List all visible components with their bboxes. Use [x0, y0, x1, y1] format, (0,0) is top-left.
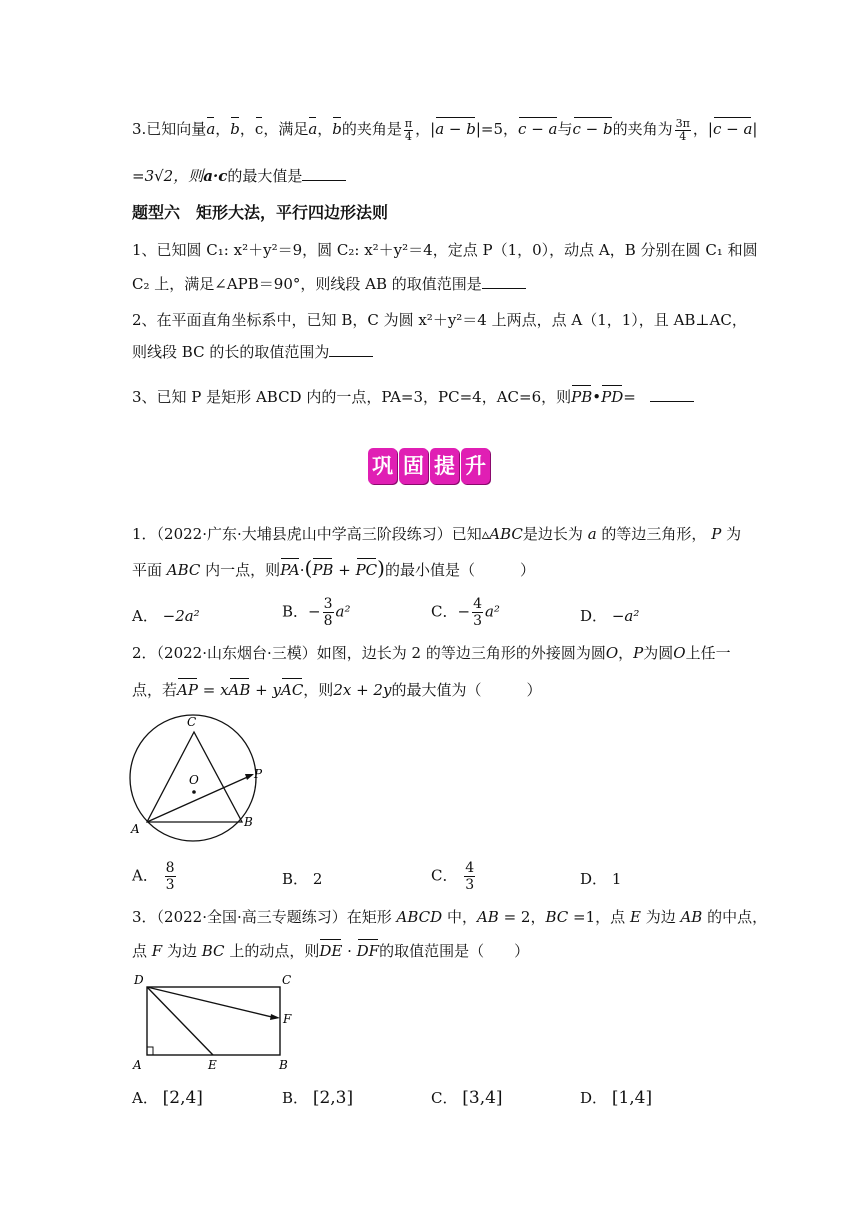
text: 上任一 [685, 644, 731, 662]
answer-blank[interactable] [302, 166, 346, 181]
triangle-abc: ▵ABC [481, 525, 523, 543]
text: 点 [132, 942, 148, 960]
option-label: A． [132, 866, 158, 885]
text: =3 [132, 167, 155, 185]
sep: ， [530, 908, 546, 926]
arrow-head [245, 774, 254, 780]
denominator: 3 [465, 877, 475, 893]
q2-option-c[interactable] [431, 860, 477, 893]
problem-3-vectors-line2 [132, 166, 346, 186]
text: 3.已知向量 [132, 120, 207, 138]
vector-c-minus-a: c − a [713, 116, 752, 139]
vector-b: b [230, 116, 240, 139]
var-e: E [625, 908, 646, 926]
option-label: D． [580, 870, 608, 888]
vector-ap: AP [177, 677, 198, 700]
center-point [192, 790, 196, 794]
text: 的夹角是 [341, 120, 402, 138]
text: 的最小值是（ ） [384, 561, 535, 579]
text: ，则 [303, 681, 334, 699]
option-value: 1 [611, 870, 622, 888]
denominator: 3 [473, 613, 482, 629]
option-label: C． [431, 866, 458, 885]
text: 3．（2022·全国·高三专题练习）在矩形 [132, 908, 392, 926]
vector-pc: PC [356, 557, 378, 580]
q3-line2: 点 F 为边 BC 上的动点，则DE · DF的取值范围是（ ） [132, 938, 529, 961]
option-value: −2a² [162, 607, 200, 625]
option-suffix: a² [335, 602, 351, 621]
text: C₂ 上，满足∠APB＝90°，则线段 AB 的取值范围是 [132, 275, 482, 293]
label-o: O [189, 773, 199, 787]
option-label: B． [282, 870, 309, 888]
text: 的最大值为（ ） [391, 681, 542, 699]
sqrt-2: √2 [154, 167, 174, 185]
fraction [323, 596, 334, 629]
text: 中， [446, 908, 477, 926]
label-f: F [283, 1012, 292, 1026]
option-value: 2 [312, 870, 323, 888]
text: 2．（2022·山东烟台·三模）如图，边长为 2 的等边三角形的外接圆为圆 [132, 644, 606, 662]
vector-c-minus-a: c − a [518, 116, 557, 139]
eq-ab: AB [476, 908, 499, 926]
label-e: E [208, 1058, 217, 1072]
numerator: 8 [165, 860, 175, 876]
text: 则线段 BC 的长的取值范围为 [132, 343, 330, 361]
q2-option-b[interactable] [282, 869, 322, 889]
s2-line1: 2、在平面直角坐标系中，已知 B，C 为圆 x²＋y²＝4 上两点，点 A（1，1），且 AB⊥AC， [132, 311, 747, 329]
label-a: A [131, 822, 140, 836]
q3-line1: 3．（2022·全国·高三专题练习）在矩形 ABCD 中，AB = 2，BC =1，点 E 为边 AB 的中点， [132, 908, 768, 926]
vector-pa: PA [280, 557, 300, 580]
consolidate-banner [368, 448, 492, 486]
denominator: 3 [165, 877, 175, 893]
q1-option-c[interactable]: C．− $\frac{4}{3}$ a² [431, 596, 500, 629]
option-suffix: a² [484, 602, 500, 621]
label-b: B [244, 815, 253, 829]
arrow-head [270, 1014, 280, 1020]
q1-option-d[interactable] [580, 606, 639, 626]
vector-a: a [308, 116, 317, 139]
numerator: 4 [473, 596, 482, 612]
q3-option-a[interactable] [132, 1088, 203, 1108]
vector-df: DF [357, 938, 379, 961]
vector-b: b [332, 116, 342, 139]
a-dot-c: a·c [203, 167, 228, 185]
fraction [165, 860, 176, 893]
var-a: a [582, 525, 602, 543]
vector-ac: AC [281, 677, 303, 700]
label-d: D [134, 973, 144, 987]
var-o: O [673, 644, 686, 662]
text: 为边 [645, 908, 676, 926]
segment-ap [147, 775, 252, 822]
text: 的中点， [707, 908, 768, 926]
side-ab: AB [675, 908, 708, 926]
rectangle-figure [128, 972, 298, 1074]
s1-line2 [132, 274, 526, 294]
option-label: C． [431, 1089, 458, 1107]
text: 1．（2022·广东·大埔县虎山中学高三阶段练习）已知 [132, 525, 482, 543]
q2-line2: 点，若AP = xAB + yAC，则2x + 2y的最大值为（ ） [132, 677, 541, 700]
answer-blank[interactable] [329, 342, 373, 357]
var-f: F [147, 942, 167, 960]
s1-line1: 1、已知圆 C₁: x²＋y²＝9，圆 C₂: x²＋y²＝4，定点 P（1，0），动点 A，B 分别在圆 C₁ 和圆 [132, 241, 758, 259]
text: 3、已知 P 是矩形 ABCD 内的一点，PA=3，PC=4，AC=6，则 [132, 388, 572, 406]
expr-2x-2y: 2x + 2y [333, 681, 392, 699]
q3-option-b[interactable] [282, 1088, 353, 1108]
numerator: 4 [465, 860, 475, 876]
text: ，满足 [263, 120, 309, 138]
text: 为圆 [643, 644, 674, 662]
text: 是边长为 [522, 525, 583, 543]
s2-line2 [132, 342, 373, 362]
q1-line1 [132, 524, 741, 544]
option-label: D． [580, 607, 608, 625]
vector-a: a [206, 116, 215, 139]
q1-option-a[interactable] [132, 606, 200, 626]
rect-abcd: ABCD [391, 908, 447, 926]
option-label: B． [282, 1089, 309, 1107]
text: ， [618, 644, 634, 662]
vector-c: c [255, 116, 263, 139]
label-a: A [133, 1058, 142, 1072]
s3-line: 3、已知 P 是矩形 ABCD 内的一点，PA=3，PC=4，AC=6，则PB•PD= [132, 384, 694, 407]
banner-char: 提 [430, 448, 459, 484]
eq-bc: BC [545, 908, 569, 926]
option-value: [1,4] [611, 1088, 653, 1108]
fraction-pi-4: $\frac{\pi}{4}$ [404, 116, 413, 143]
option-label: C． [431, 602, 458, 621]
fraction [464, 860, 475, 893]
option-value: [3,4] [462, 1088, 503, 1108]
text: 的夹角为 [612, 120, 673, 138]
option-label: B． [282, 602, 309, 621]
var-p: P [633, 644, 644, 662]
text: ，点 [595, 908, 626, 926]
fraction-3pi-4: $\frac{3\pi}{4}$ [675, 116, 690, 143]
banner-char: 升 [461, 448, 490, 484]
q3-option-d[interactable] [580, 1088, 652, 1108]
label-c: C [187, 715, 197, 729]
numerator: 3 [323, 596, 333, 612]
option-label: A． [132, 1089, 158, 1107]
text: 为 [726, 525, 742, 543]
text: |=5， [475, 120, 519, 138]
vector-pd: PD [601, 384, 623, 407]
plane-abc: ABC [162, 561, 206, 579]
banner-char: 固 [399, 448, 428, 484]
fraction [472, 596, 483, 629]
circle-triangle-figure [128, 712, 288, 847]
banner-char: 巩 [368, 448, 397, 484]
text: 点，若 [132, 681, 178, 699]
answer-blank[interactable] [482, 274, 526, 289]
text: 的最大值是 [227, 167, 303, 185]
text: 上的动点，则 [229, 942, 320, 960]
text: 与 [557, 120, 573, 138]
denominator: 8 [323, 613, 333, 629]
option-value: [2,4] [162, 1088, 203, 1108]
segment-de [147, 987, 213, 1055]
side-bc: BC [196, 942, 230, 960]
text: 为边 [166, 942, 197, 960]
label-b: B [279, 1058, 288, 1072]
vector-c-minus-b: c − b [573, 116, 613, 139]
q3-option-c[interactable] [431, 1088, 503, 1108]
option-value: −a² [611, 607, 640, 625]
text: 内一点，则 [205, 561, 281, 579]
vector-ab: AB [229, 677, 251, 700]
var-p: P [706, 525, 727, 543]
text: = [623, 388, 636, 406]
problem-3-vectors-line1: 3.已知向量a，b，c，满足a，b的夹角是 $\frac{\pi}{4}$ ，|a − b|=5，c − a与c − b的夹角为 $\frac{3\pi}{4}$ ，|c − a| [132, 116, 758, 143]
option-label: A． [132, 607, 158, 625]
var-o: O [605, 644, 619, 662]
text: 的等边三角形， [601, 525, 707, 543]
q2-option-d[interactable] [580, 869, 621, 889]
q2-line1 [132, 643, 731, 663]
vector-a-minus-b: a − b [435, 116, 476, 139]
rectangle-abcd [147, 987, 280, 1055]
text: ，则 [173, 167, 204, 185]
vector-pb: PB [312, 557, 333, 580]
text: 的取值范围是（ ） [379, 942, 530, 960]
text: 平面 [132, 561, 163, 579]
vector-de: DE [319, 938, 342, 961]
right-angle-mark [147, 1047, 153, 1055]
q1-option-b[interactable]: B．− $\frac{3}{8}$ a² [282, 596, 351, 629]
q1-line2: 平面 ABC 内一点，则PA·(PB + PC)的最小值是（ ） [132, 556, 535, 580]
label-p: P [254, 767, 263, 781]
vector-pb: PB [571, 384, 592, 407]
option-value: [2,3] [312, 1088, 354, 1108]
segment-df [147, 987, 276, 1018]
label-c: C [282, 973, 292, 987]
option-label: D． [580, 1089, 608, 1107]
answer-blank[interactable] [650, 387, 694, 402]
q2-option-a[interactable] [132, 860, 178, 893]
section-heading-6: 题型六 矩形大法，平行四边形法则 [132, 203, 389, 222]
